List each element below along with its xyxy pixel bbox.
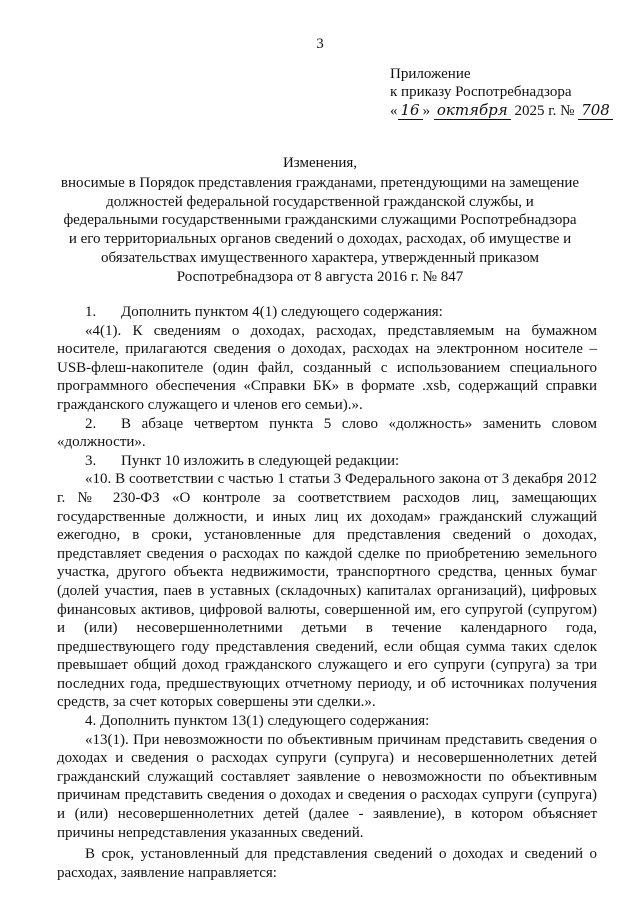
paragraph-13-1: «13(1). При невозможности по объективным причинам представить сведения о доходах и сведения о расходах супруги (супруга) и несовершеннолетних детей гражданский служащий составляет заявление о невозможности по объективным причинам представить сведения о доходах и сведения о расходах супруги (супруга) и (или) несовершеннолетних детей (далее - заявление), в котором объясняет причины непредставления указанных сведений. [57, 731, 597, 841]
item-4: 4. Дополнить пунктом 13(1) следующего содержания: [85, 713, 430, 730]
item-2 [57, 415, 597, 452]
order-date-line: « 16 » октября 2025 г. № 708 [390, 101, 613, 120]
appendix-title: Приложение [390, 66, 471, 82]
order-number: 708 [578, 101, 613, 120]
order-month: октября [434, 101, 511, 120]
item-number: 3. [85, 452, 97, 469]
appendix-order-ref: к приказу Роспотребнадзора [390, 84, 572, 100]
paragraph-4-1: «4(1). К сведениям о доходах, расходах, представляемым на бумажном носителе, прилагаются сведения о доходах, расходах на электронном носителе – USB-флеш-накопителе (один файл, созданный с использованием специального программного обеспечения «Справки БК» в формате .xsb, содержащий справки гражданского служащего и членов его семьи).». [57, 322, 597, 413]
item-number: 1. [85, 304, 97, 320]
item-3 [57, 452, 597, 471]
item-text: Дополнить пунктом 4(1) следующего содержания: [121, 304, 443, 320]
item-number: 2. [85, 415, 97, 432]
appendix-block [390, 65, 613, 120]
page-number: 3 [316, 36, 324, 52]
order-day: 16 [398, 101, 423, 120]
title-heading: Изменения, [282, 155, 358, 171]
document-body [57, 303, 597, 882]
order-year: 2025 г. № [514, 103, 575, 119]
item-text: Пункт 10 изложить в следующей редакции: [121, 452, 400, 469]
item-text: В абзаце четвертом пункта 5 слово «должность» заменить словом «должности». [57, 415, 597, 451]
paragraph-10: «10. В соответствии с частью 1 статьи 3 Федерального закона от 3 декабря 2012 г. № 230-ФЗ «О контроле за соответствием расходов лиц, замещающих государственные должности, и иных лиц их доходам» гражданский служащий ежегодно, в сроки, установленные для представления сведений о доходах, представляет сведения о расходах по каждой сделке по приобретению земельного участка, другого объекта недвижимости, транспортного средства, ценных бумаг (долей участия, паев в уставных (складочных) капиталах организаций), цифровых финансовых активов, цифровой валюты, совершенной им, его супругой (супругом) и (или) несовершеннолетними детьми в течение календарного года, предшествующего году представления сведений, если общая сумма таких сделок превышает общий доход гражданского служащего и его супруги (супруга) за три последних года, предшествующих отчетному периоду, и об источниках получения средств, за счет которых совершены эти сделки.». [57, 471, 597, 711]
paragraph-deadline: В срок, установленный для представления сведений о доходах и сведений о расходах, заявление направляется: [57, 846, 597, 881]
item-1 [57, 303, 597, 322]
document-title [60, 154, 580, 287]
title-text: вносимые в Порядок представления гражданами, претендующими на замещение должностей федеральной государственной гражданской службы, и федеральными государственными гражданскими служащими Роспотребнадзора и его территориальных органов сведений о доходах, расходах, об имуществе и обязательствах имущественного характера, утвержденный приказом Роспотребнадзора от 8 августа 2016 г. № 847 [60, 174, 580, 285]
